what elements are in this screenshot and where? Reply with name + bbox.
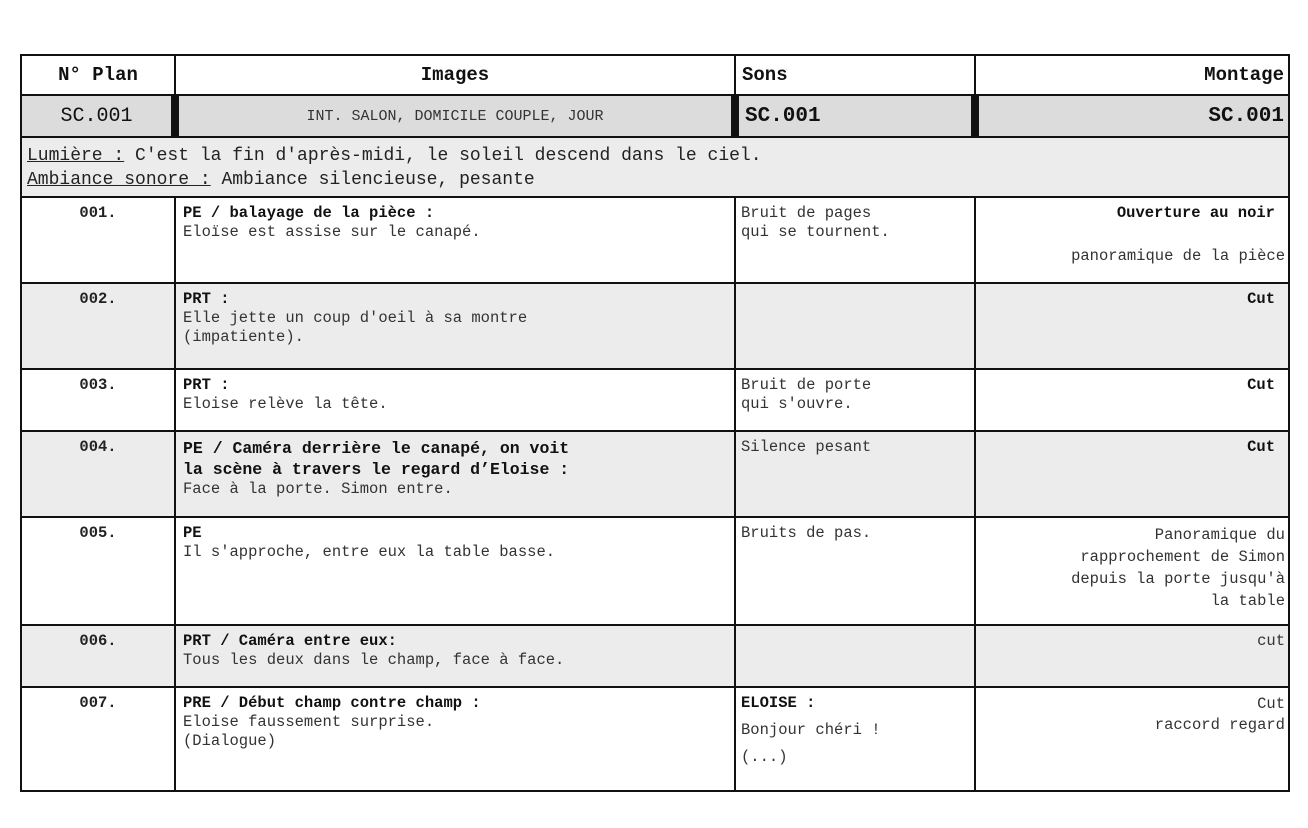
shot-montage xyxy=(975,197,1289,283)
shot-number: 003. xyxy=(21,369,175,431)
scene-notes xyxy=(21,137,1289,197)
header-plan: N° Plan xyxy=(21,55,175,95)
shot-number: 002. xyxy=(21,283,175,369)
shot-description: Eloise faussement surprise. (Dialogue) xyxy=(183,713,435,750)
shot-sound xyxy=(735,625,975,687)
shot-framing: PRT / Caméra entre eux: xyxy=(183,632,397,650)
lumiere-note xyxy=(27,144,1284,168)
shot-row xyxy=(21,369,1289,431)
shot-description: Elle jette un coup d'oeil à sa montre (impatiente). xyxy=(183,309,528,346)
shot-row xyxy=(21,625,1289,687)
dialogue-speaker: ELOISE : xyxy=(741,694,816,712)
montage-text: panoramique de la pièce xyxy=(1071,247,1285,265)
shot-row xyxy=(21,431,1289,517)
shot-framing: PRE / Début champ contre champ : xyxy=(183,694,481,712)
shot-sound xyxy=(735,687,975,791)
scene-sons: SC.001 xyxy=(735,95,975,137)
shot-number: 001. xyxy=(21,197,175,283)
header-images: Images xyxy=(175,55,735,95)
shot-sound xyxy=(735,197,975,283)
shot-row xyxy=(21,283,1289,369)
montage-text: Cut xyxy=(1247,438,1275,456)
shot-sound: Silence pesant xyxy=(735,431,975,517)
shot-framing: PRT : xyxy=(183,290,230,308)
montage-text: Cut raccord regard xyxy=(1154,695,1285,734)
scene-heading: INT. SALON, DOMICILE COUPLE, JOUR xyxy=(175,95,735,137)
shot-sound: Bruits de pas. xyxy=(735,517,975,625)
shot-framing: PE / Caméra derrière le canapé, on voit la scène à travers le regard d’Eloise : xyxy=(183,439,570,479)
shot-sound xyxy=(735,369,975,431)
scene-row xyxy=(21,95,1289,137)
shot-framing: PRT : xyxy=(183,376,230,394)
decoupage-table xyxy=(20,54,1290,792)
shot-images xyxy=(175,197,735,283)
shot-number: 007. xyxy=(21,687,175,791)
shot-montage xyxy=(975,687,1289,791)
dialogue-line: Bonjour chéri ! xyxy=(741,721,881,739)
shot-montage xyxy=(975,625,1289,687)
montage-text: cut xyxy=(1257,632,1285,650)
shot-framing: PE xyxy=(183,524,202,542)
shot-row xyxy=(21,687,1289,791)
shot-description: Tous les deux dans le champ, face à face. xyxy=(183,651,565,669)
shot-images xyxy=(175,625,735,687)
shot-description: Eloise relève la tête. xyxy=(183,395,388,413)
sound-text: Bruit de pages qui se tournent. xyxy=(741,204,890,241)
header-row xyxy=(21,55,1289,95)
shot-row xyxy=(21,197,1289,283)
shot-images xyxy=(175,517,735,625)
shot-montage xyxy=(975,369,1289,431)
montage-text: Panoramique du rapprochement de Simon depuis la porte jusqu'à la table xyxy=(1071,526,1285,610)
header-montage: Montage xyxy=(975,55,1289,95)
shot-images xyxy=(175,431,735,517)
shot-number: 005. xyxy=(21,517,175,625)
ambiance-text: Ambiance silencieuse, pesante xyxy=(210,170,535,190)
montage-text: Cut xyxy=(1247,376,1275,394)
shot-description: Eloïse est assise sur le canapé. xyxy=(183,223,481,241)
montage-text: Cut xyxy=(1247,290,1275,308)
ambiance-note xyxy=(27,168,1284,192)
shot-framing: PE / balayage de la pièce : xyxy=(183,204,435,222)
shot-montage xyxy=(975,517,1289,625)
lumiere-text: C'est la fin d'après-midi, le soleil descend dans le ciel. xyxy=(124,146,762,166)
shot-montage xyxy=(975,431,1289,517)
dialogue-ellipsis: (...) xyxy=(741,748,788,766)
shot-images xyxy=(175,687,735,791)
scene-notes-row xyxy=(21,137,1289,197)
montage-title: Ouverture au noir xyxy=(1116,204,1275,222)
shot-sound xyxy=(735,283,975,369)
shot-images xyxy=(175,369,735,431)
scene-montage: SC.001 xyxy=(975,95,1289,137)
ambiance-label: Ambiance sonore : xyxy=(27,170,211,190)
sound-text: Bruit de porte qui s'ouvre. xyxy=(741,376,872,413)
decoupage-sheet xyxy=(20,54,1288,792)
shot-images xyxy=(175,283,735,369)
shot-montage xyxy=(975,283,1289,369)
header-sons: Sons xyxy=(735,55,975,95)
shot-row xyxy=(21,517,1289,625)
shot-description: Il s'approche, entre eux la table basse. xyxy=(183,543,556,561)
shot-description: Face à la porte. Simon entre. xyxy=(183,480,453,498)
lumiere-label: Lumière : xyxy=(27,146,125,166)
scene-plan: SC.001 xyxy=(21,95,175,137)
shot-number: 004. xyxy=(21,431,175,517)
shot-number: 006. xyxy=(21,625,175,687)
